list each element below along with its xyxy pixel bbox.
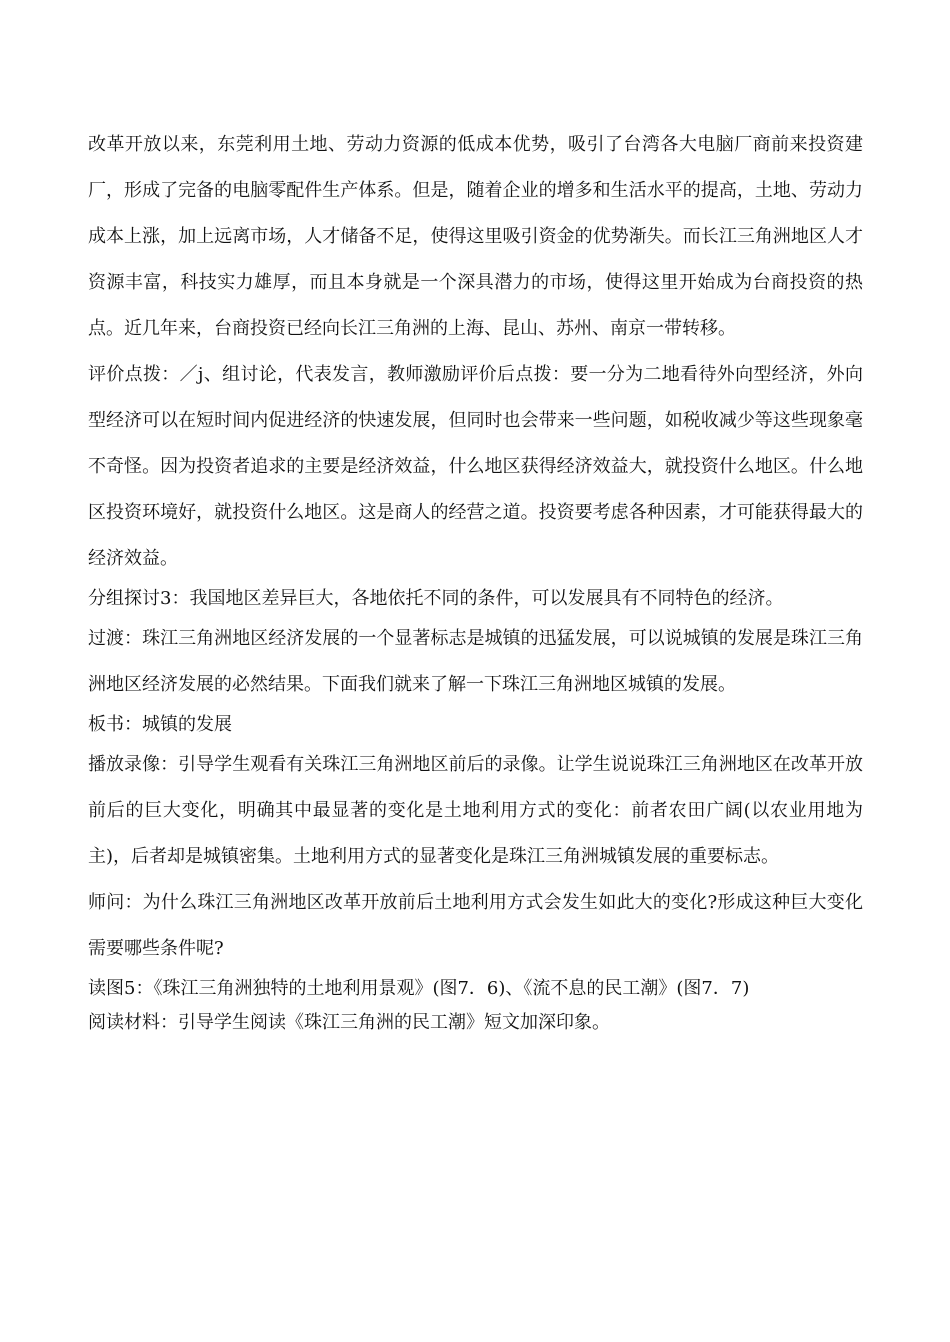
paragraph-video-playback: 播放录像：引导学生观看有关珠江三角洲地区前后的录像。让学生说说珠江三角洲地区在改革开放前后的巨大变化，明确其中最显著的变化是土地利用方式的变化：前者农田广阔(以农业用地为主)，后者却是城镇密集。土地利用方式的显著变化是珠江三角洲城镇发展的重要标志。 bbox=[88, 754, 863, 867]
paragraph-blackboard-heading: 板书：城镇的发展 bbox=[88, 714, 232, 735]
paragraph-teacher-question: 师问：为什么珠江三角洲地区改革开放前后土地利用方式会发生如此大的变化?形成这种巨大变化需要哪些条件呢? bbox=[88, 892, 863, 959]
paragraph-transition: 过渡：珠江三角洲地区经济发展的一个显著标志是城镇的迅猛发展，可以说城镇的发展是珠江三角洲地区经济发展的必然结果。下面我们就来了解一下珠江三角洲地区城镇的发展。 bbox=[88, 628, 863, 695]
document-body bbox=[88, 122, 863, 1040]
paragraph-dongguan-investment: 改革开放以来，东莞利用土地、劳动力资源的低成本优势，吸引了台湾各大电脑厂商前来投资建厂，形成了完备的电脑零配件生产体系。但是，随着企业的增多和生活水平的提高，土地、劳动力成本上涨，加上远离市场，人才储备不足，使得这里吸引资金的优势渐失。而长江三角洲地区人才资源丰富，科技实力雄厚，而且本身就是一个深具潜力的市场，使得这里开始成为台商投资的热点。近几年来，台商投资已经向长江三角洲的上海、昆山、苏州、南京一带转移。 bbox=[88, 134, 863, 339]
paragraph-evaluation-guidance: 评价点拨：／j、组讨论，代表发言，教师激励评价后点拨：要一分为二地看待外向型经济，外向型经济可以在短时间内促进经济的快速发展，但同时也会带来一些问题，如税收减少等这些现象毫不奇怪。因为投资者追求的主要是经济效益，什么地区获得经济效益大，就投资什么地区。什么地区投资环境好，就投资什么地区。这是商人的经营之道。投资要考虑各种因素，才可能获得最大的经济效益。 bbox=[88, 364, 863, 569]
paragraph-reading-material: 阅读材料：引导学生阅读《珠江三角洲的民工潮》短文加深印象。 bbox=[88, 1012, 610, 1033]
paragraph-read-figure-5: 读图5：《珠江三角洲独特的土地利用景观》(图7．6)、《流不息的民工潮》(图7．7) bbox=[88, 978, 750, 999]
paragraph-group-discussion-3: 分组探讨3：我国地区差异巨大，各地依托不同的条件，可以发展具有不同特色的经济。 bbox=[88, 588, 784, 609]
